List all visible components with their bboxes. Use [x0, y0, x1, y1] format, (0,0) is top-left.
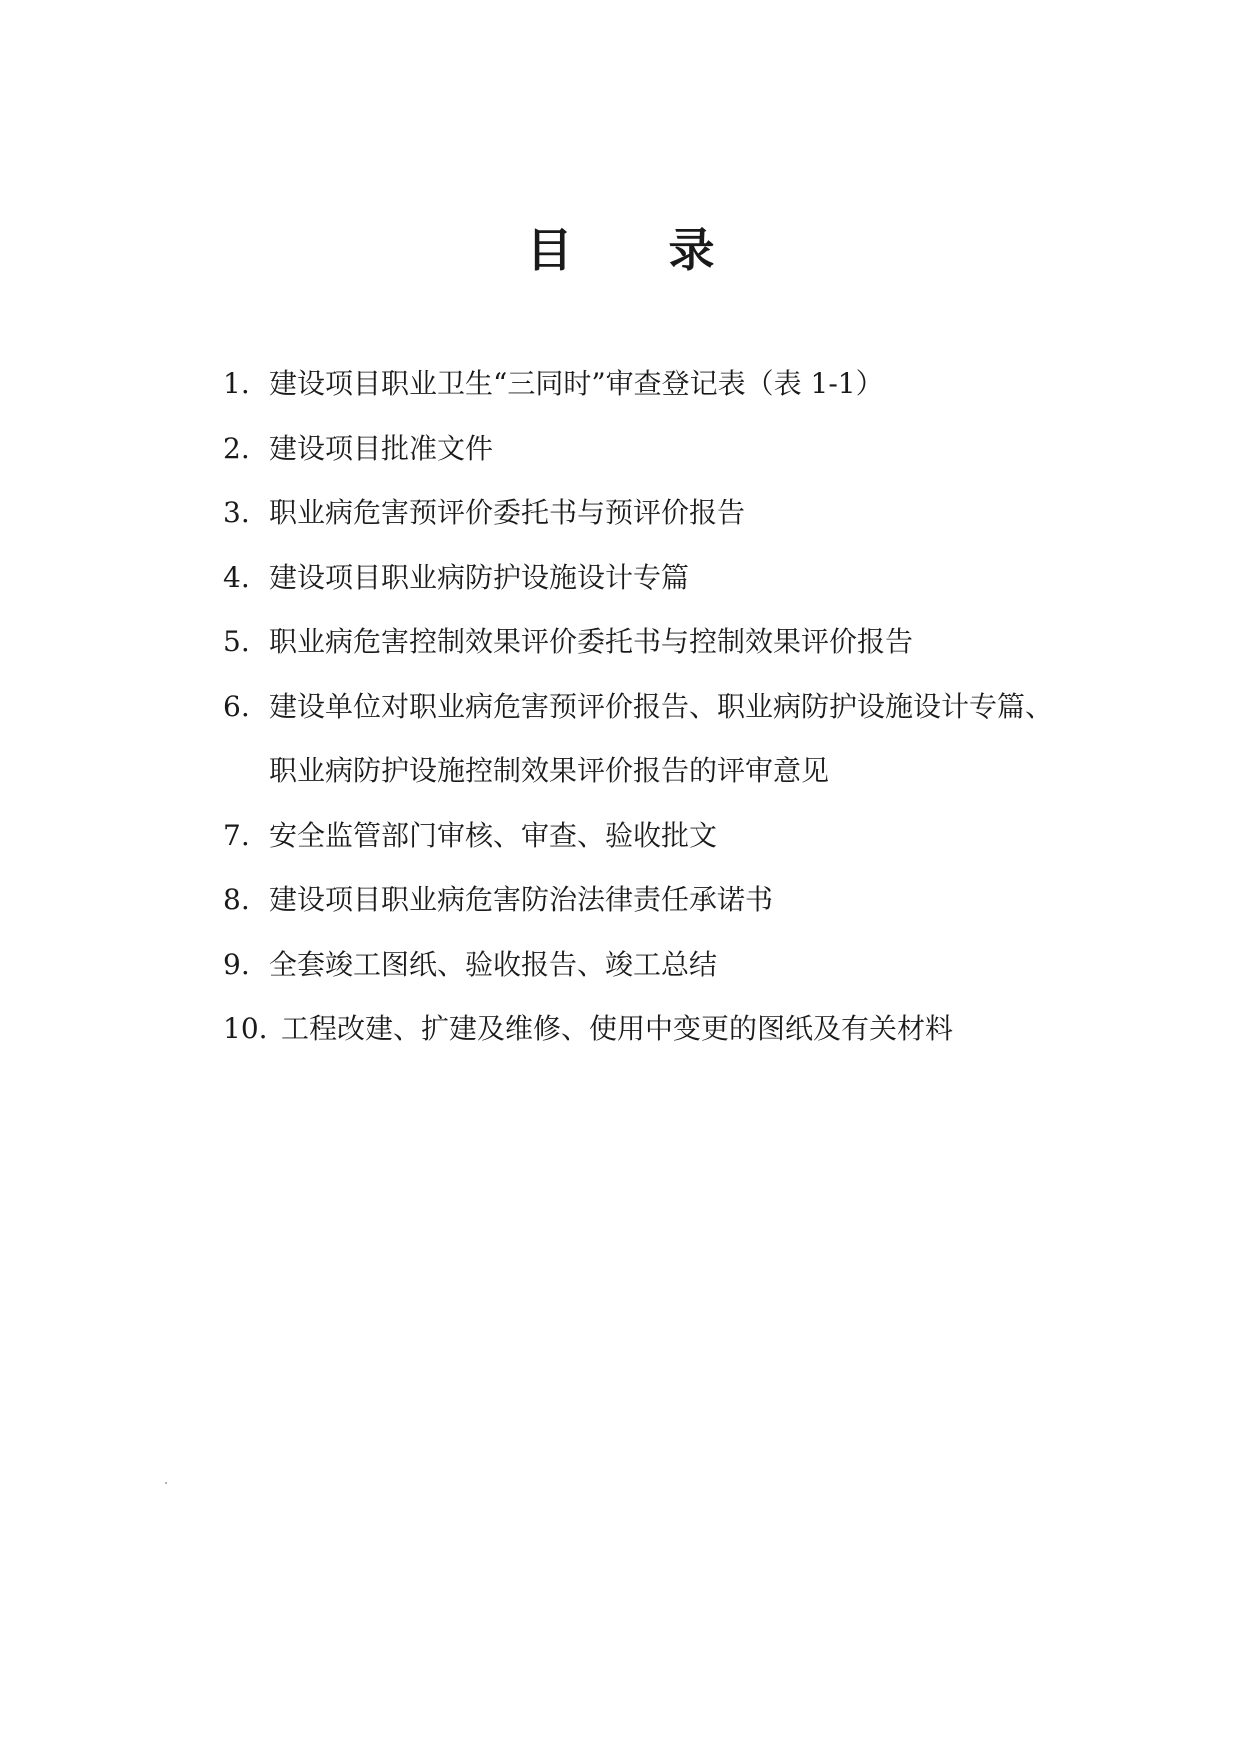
toc-item-2: [223, 417, 1183, 482]
toc-item-text: 工程改建、扩建及维修、使用中变更的图纸及有关材料: [281, 1012, 954, 1045]
toc-item-number: 4.: [223, 560, 250, 594]
toc-item-text: 安全监管部门审核、审查、验收批文: [269, 818, 718, 852]
toc-item-number: 3.: [223, 496, 250, 529]
toc-item-text: 职业病危害控制效果评价委托书与控制效果评价报告: [269, 625, 914, 658]
toc-item-text: 建设单位对职业病危害预评价报告、职业病防护设施设计专篇、: [269, 689, 1054, 723]
toc-item-4: [223, 546, 1183, 611]
table-of-contents: [223, 352, 1183, 1062]
toc-item-number: 6.: [223, 689, 250, 723]
toc-item-6-continuation: [223, 739, 1183, 804]
toc-item-text: 建设项目职业卫生“三同时”审查登记表（表 1-1）: [269, 367, 884, 400]
toc-item-number: 9.: [223, 947, 250, 981]
toc-item-number: 1.: [223, 367, 250, 400]
toc-item-text: 建设项目职业病危害防治法律责任承诺书: [269, 883, 774, 916]
toc-item-number: 5.: [223, 625, 250, 658]
toc-item-5: [223, 610, 1183, 675]
toc-item-1: [223, 352, 1183, 417]
scan-speck: [165, 1482, 167, 1484]
toc-item-text: 建设项目职业病防护设施设计专篇: [269, 560, 690, 594]
toc-item-8: [223, 868, 1183, 933]
toc-item-text: 职业病防护设施控制效果评价报告的评审意见: [269, 754, 830, 787]
toc-item-number: 8.: [223, 883, 250, 916]
toc-item-text: 建设项目批准文件: [269, 431, 494, 465]
toc-item-9: [223, 933, 1183, 998]
toc-item-6: [223, 675, 1183, 740]
toc-item-10: [223, 997, 1183, 1062]
toc-item-number: 10.: [223, 1012, 268, 1045]
page-title: 目 录: [526, 223, 755, 277]
toc-item-text: 全套竣工图纸、验收报告、竣工总结: [269, 947, 718, 981]
toc-item-7: [223, 804, 1183, 869]
toc-item-number: 7.: [223, 818, 250, 852]
toc-item-number: 2.: [223, 431, 250, 465]
toc-item-3: [223, 481, 1183, 546]
toc-item-text: 职业病危害预评价委托书与预评价报告: [269, 496, 746, 529]
